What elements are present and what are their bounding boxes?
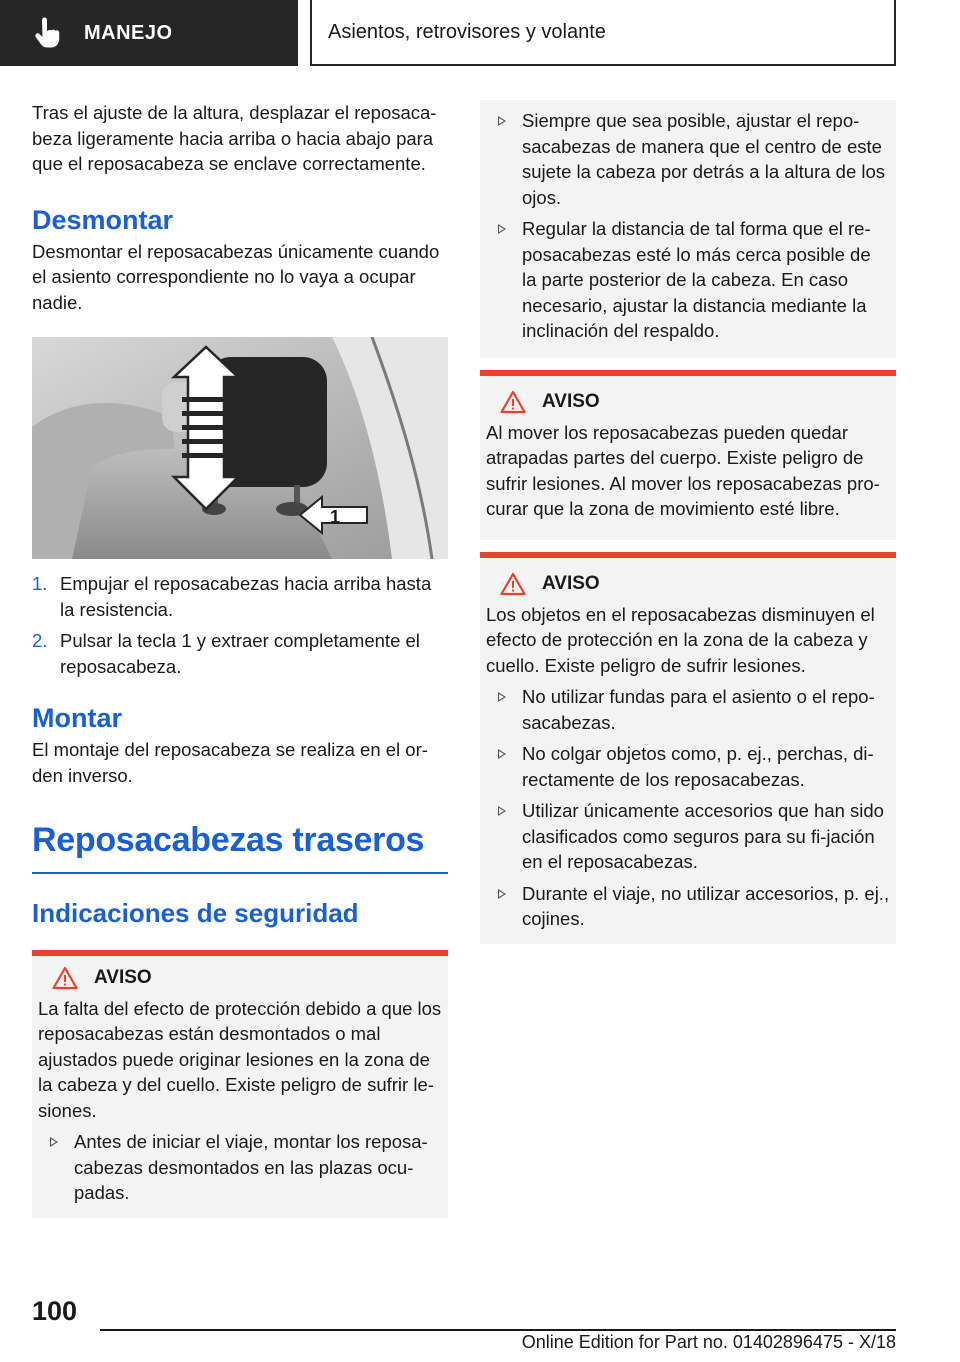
desmontar-paragraph: Desmontar el reposacabezas únicamente cuando el asiento correspondiente no lo vaya a ocupar nadie. [32, 240, 440, 313]
warning-label: AVISO [542, 390, 600, 412]
list-item: Utilizar únicamente accesorios que han sido clasificados como seguros para su fi-jación en el reposacabezas. [486, 798, 890, 875]
photo-label-1: 1 [330, 507, 341, 527]
warning-box [480, 552, 896, 944]
warning-triangle-icon [52, 966, 78, 990]
chapter-title: MANEJO [84, 21, 173, 44]
bullet-triangle-icon [498, 224, 506, 234]
main-section-title: Reposacabezas traseros [32, 821, 425, 859]
continued-bullets-box [480, 100, 896, 358]
list-item: Regular la distancia de tal forma que el re-posacabezas esté lo más cerca posible de la parte posterior de la cabeza. En caso necesario, ajustar la distancia mediante la inclinación del respaldo. [486, 216, 890, 344]
page-number: 100 [32, 1296, 78, 1326]
warning-triangle-icon [500, 390, 526, 414]
list-item: Durante el viaje, no utilizar accesorios, p. ej., cojines. [486, 881, 890, 932]
desmontar-heading: Desmontar [32, 204, 174, 235]
edition-footer: Online Edition for Part no. 01402896475 - X/18 [521, 1332, 896, 1352]
list-item: No utilizar fundas para el asiento o el repo-sacabezas. [486, 684, 890, 735]
hand-pointer-icon [30, 16, 64, 50]
bullet-triangle-icon [498, 889, 506, 899]
warning-text: La falta del efecto de protección debido a que los reposacabezas están desmontados o mal ajustados puede originar lesiones en la zona de la cabeza y del cuello. Existe peligro de sufrir le-siones. [38, 997, 442, 1121]
list-item: Antes de iniciar el viaje, montar los reposa-cabezas desmontados en las plazas ocu-padas. [38, 1129, 442, 1206]
section-title: Asientos, retrovisores y volante [310, 0, 896, 66]
montar-heading: Montar [32, 703, 122, 733]
left-column [32, 100, 448, 1218]
bullet-triangle-icon [498, 116, 506, 126]
steps-list [32, 571, 448, 679]
warning-triangle-icon [500, 572, 526, 596]
headrest-photo [32, 337, 448, 559]
warning-label: AVISO [94, 966, 152, 988]
montar-paragraph: El montaje del reposacabeza se realiza en el or-den inverso. [32, 739, 428, 786]
warning-text: Los objetos en el reposacabezas disminuyen el efecto de protección en la zona de la cabeza y cuello. Existe peligro de sufrir lesiones. [486, 603, 875, 676]
safety-subtitle: Indicaciones de seguridad [32, 897, 359, 928]
bullet-triangle-icon [498, 806, 506, 816]
warning-box [32, 950, 448, 1218]
list-item: 2. Pulsar la tecla 1 y extraer completamente el reposacabeza. [32, 630, 420, 677]
section-divider [32, 872, 448, 874]
warning-label: AVISO [542, 572, 600, 594]
bullet-triangle-icon [498, 692, 506, 702]
list-item: No colgar objetos como, p. ej., perchas, di-rectamente de los reposacabezas. [486, 741, 890, 792]
warning-text: Al mover los reposacabezas pueden quedar atrapadas partes del cuerpo. Existe peligro de sufrir lesiones. Al mover los reposacabezas pro-curar que la zona de movimiento esté libre. [486, 421, 880, 519]
right-column [480, 100, 896, 944]
list-item: Siempre que sea posible, ajustar el repo-sacabezas de manera que el centro de este sujete la cabeza por detrás a la altura de los ojos. [486, 108, 890, 210]
intro-paragraph: Tras el ajuste de la altura, desplazar el reposaca-beza ligeramente hacia arriba o hacia abajo para que el reposacabeza se enclave correctamente. [32, 102, 437, 174]
bullet-triangle-icon [498, 749, 506, 759]
bullet-triangle-icon [50, 1137, 58, 1147]
chapter-header [0, 0, 298, 66]
warning-box [480, 370, 896, 540]
list-item: 1. Empujar el reposacabezas hacia arriba hasta la resistencia. [32, 573, 432, 620]
footer-divider [100, 1329, 896, 1331]
